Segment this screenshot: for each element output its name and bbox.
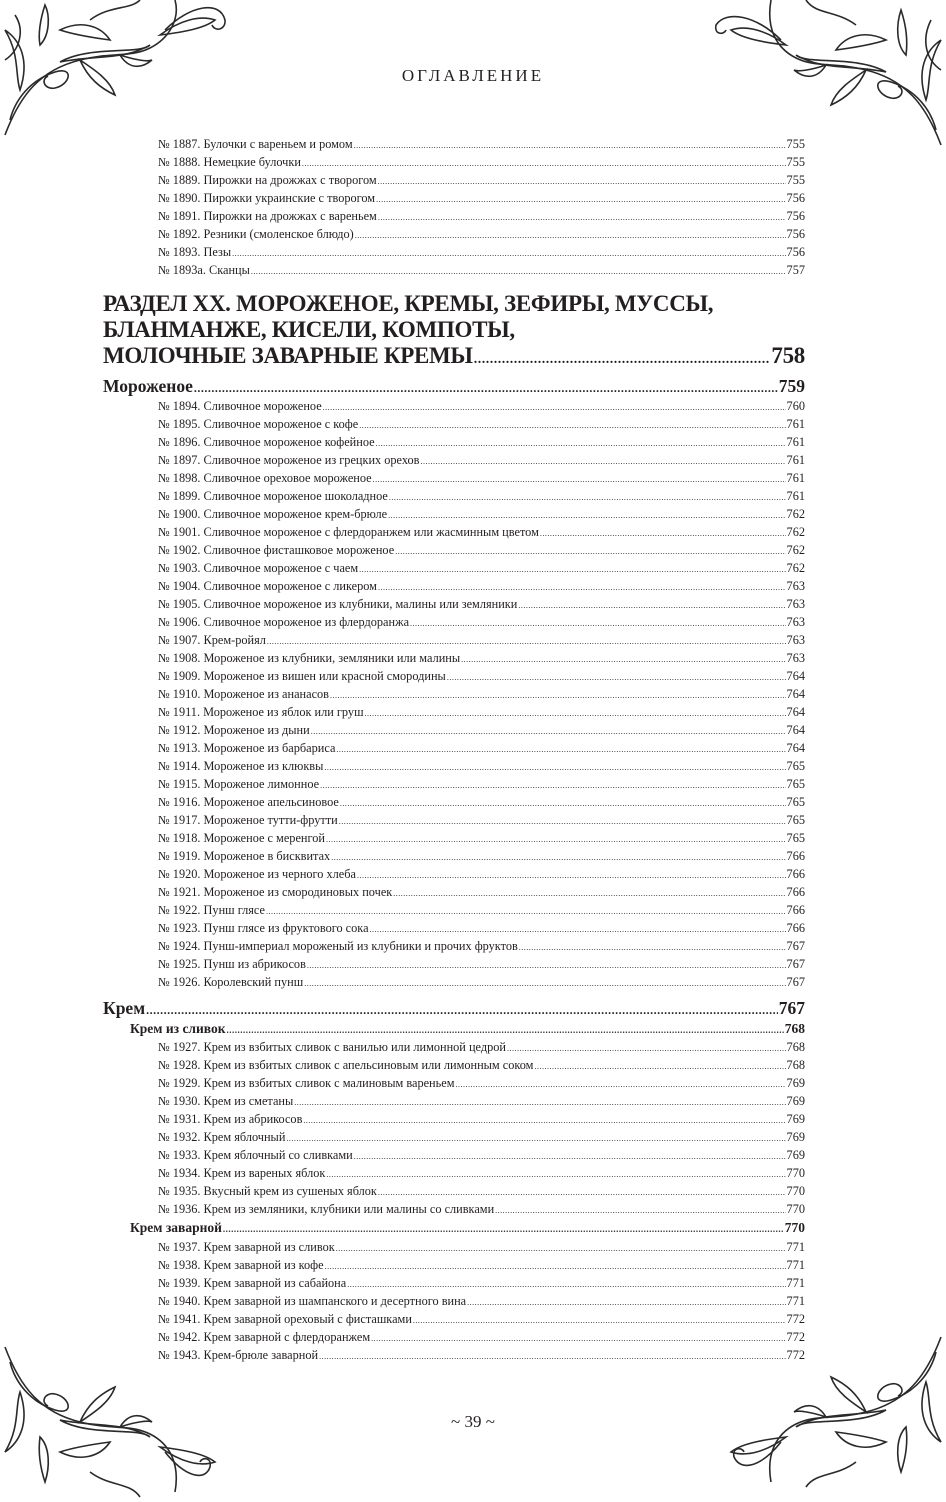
toc-entry[interactable] xyxy=(158,883,805,901)
toc-entry[interactable] xyxy=(158,135,805,153)
dot-leader xyxy=(347,1274,785,1294)
entry-title: № 1938. Крем заварной из кофе xyxy=(158,1258,324,1272)
entry-title: № 1935. Вкусный крем из сушеных яблок xyxy=(158,1184,377,1198)
entry-page: 765 xyxy=(786,759,805,773)
toc-entry[interactable] xyxy=(158,415,805,433)
toc-entry[interactable] xyxy=(158,1328,805,1346)
entry-title: № 1921. Мороженое из смородиновых почек xyxy=(158,885,393,899)
dot-leader xyxy=(194,375,778,399)
entry-title: № 1930. Крем из сметаны xyxy=(158,1094,294,1108)
dot-leader xyxy=(232,243,785,263)
entry-title: № 1903. Сливочное мороженое с чаем xyxy=(158,561,359,575)
part-heading-line: МОЛОЧНЫЕ ЗАВАРНЫЕ КРЕМЫ xyxy=(103,343,473,368)
dot-leader xyxy=(336,739,785,759)
entry-page: 767 xyxy=(786,975,805,989)
toc-entry[interactable] xyxy=(158,901,805,919)
entry-title: № 1892. Резники (смоленское блюдо) xyxy=(158,227,354,241)
toc-entry[interactable] xyxy=(158,613,805,631)
entry-page: 772 xyxy=(786,1330,805,1344)
running-head-title: ОГЛАВЛЕНИЕ xyxy=(401,66,545,85)
entry-page: 764 xyxy=(786,687,805,701)
dot-leader xyxy=(359,559,785,579)
dot-leader xyxy=(319,1346,785,1366)
dot-leader xyxy=(330,685,786,705)
dot-leader xyxy=(303,1110,785,1130)
entry-page: 763 xyxy=(786,597,805,611)
part-heading[interactable] xyxy=(103,343,805,373)
toc-entry[interactable] xyxy=(158,1310,805,1328)
toc-entry[interactable] xyxy=(158,775,805,793)
dot-leader xyxy=(286,1128,785,1148)
toc-entry[interactable] xyxy=(158,1346,805,1364)
entry-page: 771 xyxy=(786,1240,805,1254)
toc-entry[interactable] xyxy=(158,243,805,261)
entry-title: № 1937. Крем заварной из сливок xyxy=(158,1240,335,1254)
dot-leader xyxy=(388,505,785,525)
dot-leader xyxy=(357,865,786,885)
dot-leader xyxy=(455,1074,785,1094)
toc-entry[interactable] xyxy=(158,847,805,865)
entry-page: 767 xyxy=(786,957,805,971)
entry-title: № 1897. Сливочное мороженое из грецких орехов xyxy=(158,453,420,467)
part-heading-line[interactable]: РАЗДЕЛ XX. МОРОЖЕНОЕ, КРЕМЫ, ЗЕФИРЫ, МУССЫ, xyxy=(103,291,714,316)
entry-page: 764 xyxy=(786,741,805,755)
dot-leader xyxy=(304,973,785,993)
toc-entry[interactable] xyxy=(158,1146,805,1164)
toc-entry[interactable] xyxy=(158,523,805,541)
dot-leader xyxy=(519,937,786,957)
page-number: ~ 39 ~ xyxy=(451,1412,495,1431)
toc-entry[interactable] xyxy=(158,649,805,667)
entry-title: № 1890. Пирожки украинские с творогом xyxy=(158,191,376,205)
dot-leader xyxy=(311,721,786,741)
entry-page: 765 xyxy=(786,777,805,791)
entry-title: № 1929. Крем из взбитых сливок с малиновым вареньем xyxy=(158,1076,455,1090)
entry-page: 769 xyxy=(786,1112,805,1126)
entry-page: 765 xyxy=(786,795,805,809)
entry-title: № 1932. Крем яблочный xyxy=(158,1130,286,1144)
toc-entry[interactable] xyxy=(158,973,805,991)
entry-title: № 1928. Крем из взбитых сливок с апельсиновым или лимонным соком xyxy=(158,1058,534,1072)
entry-page: 765 xyxy=(786,831,805,845)
toc-entry[interactable] xyxy=(158,1274,805,1292)
subsection-heading[interactable] xyxy=(130,1218,805,1237)
dot-leader xyxy=(324,757,785,777)
entry-title: № 1893. Пезы xyxy=(158,245,232,259)
entry-title: № 1917. Мороженое тутти-фрутти xyxy=(158,813,338,827)
entry-title: № 1922. Пунш глясе xyxy=(158,903,265,917)
dot-leader xyxy=(326,829,786,849)
subsection-page: 768 xyxy=(784,1021,805,1036)
entry-title: № 1910. Мороженое из ананасов xyxy=(158,687,329,701)
entry-title: № 1894. Сливочное мороженое xyxy=(158,399,322,413)
dot-leader xyxy=(540,523,786,543)
toc-entry[interactable] xyxy=(158,505,805,523)
chapter-title: Мороженое xyxy=(103,376,193,396)
entry-page: 761 xyxy=(786,453,805,467)
dot-leader xyxy=(395,541,785,561)
dot-leader xyxy=(326,1164,785,1184)
toc-entry[interactable] xyxy=(158,793,805,811)
chapter-heading[interactable] xyxy=(103,997,805,1019)
toc-entry[interactable] xyxy=(158,829,805,847)
entry-title: № 1899. Сливочное мороженое шоколадное xyxy=(158,489,388,503)
dot-leader xyxy=(371,1328,785,1348)
entry-page: 761 xyxy=(786,435,805,449)
entry-title: № 1919. Мороженое в бисквитах xyxy=(158,849,331,863)
dot-leader xyxy=(302,153,786,173)
toc-entry[interactable] xyxy=(158,1238,805,1256)
entry-page: 762 xyxy=(786,525,805,539)
dot-leader xyxy=(495,1200,785,1220)
entry-page: 770 xyxy=(786,1184,805,1198)
entry-title: № 1916. Мороженое апельсиновое xyxy=(158,795,339,809)
dot-leader xyxy=(294,1092,785,1112)
toc-entry[interactable] xyxy=(158,721,805,739)
toc-entry[interactable] xyxy=(158,1110,805,1128)
toc-entry[interactable] xyxy=(158,631,805,649)
chapter-page: 767 xyxy=(778,998,805,1018)
entry-title: № 1908. Мороженое из клубники, земляники или малины xyxy=(158,651,461,665)
dot-leader xyxy=(266,901,786,921)
entry-title: № 1898. Сливочное ореховое мороженое xyxy=(158,471,372,485)
toc-entry[interactable] xyxy=(158,1200,805,1218)
toc-entry[interactable] xyxy=(158,1038,805,1056)
entry-title: № 1888. Немецкие булочки xyxy=(158,155,301,169)
dot-leader xyxy=(378,1182,786,1202)
entry-page: 766 xyxy=(786,867,805,881)
toc-entry[interactable] xyxy=(158,1074,805,1092)
entry-page: 765 xyxy=(786,813,805,827)
subsection-page: 770 xyxy=(784,1220,805,1235)
entry-title: № 1941. Крем заварной ореховый с фисташками xyxy=(158,1312,412,1326)
entry-title: № 1902. Сливочное фисташковое мороженое xyxy=(158,543,395,557)
entry-title: № 1933. Крем яблочный со сливками xyxy=(158,1148,353,1162)
entry-title: № 1920. Мороженое из черного хлеба xyxy=(158,867,356,881)
toc-entry[interactable] xyxy=(158,1128,805,1146)
entry-page: 768 xyxy=(786,1058,805,1072)
entry-title: № 1913. Мороженое из барбариса xyxy=(158,741,336,755)
toc-entry[interactable] xyxy=(158,189,805,207)
toc-entry[interactable] xyxy=(158,1292,805,1310)
dot-leader xyxy=(376,433,786,453)
toc-entry[interactable] xyxy=(158,1256,805,1274)
entry-title: № 1912. Мороженое из дыни xyxy=(158,723,310,737)
dot-leader xyxy=(340,793,786,813)
entry-page: 761 xyxy=(786,417,805,431)
toc-entry[interactable] xyxy=(158,1164,805,1182)
entry-page: 770 xyxy=(786,1202,805,1216)
dot-leader xyxy=(413,1310,786,1330)
dot-leader xyxy=(325,1256,786,1276)
entry-title: № 1893а. Сканцы xyxy=(158,263,250,277)
entry-page: 763 xyxy=(786,579,805,593)
dot-leader xyxy=(365,703,786,723)
dot-leader xyxy=(461,649,785,669)
entry-title: № 1909. Мороженое из вишен или красной смородины xyxy=(158,669,446,683)
chapter-heading[interactable] xyxy=(103,375,805,397)
toc-entry[interactable] xyxy=(158,739,805,757)
entry-page: 764 xyxy=(786,705,805,719)
entry-title: № 1943. Крем-брюле заварной xyxy=(158,1348,319,1362)
toc-entry[interactable] xyxy=(158,469,805,487)
dot-leader xyxy=(378,207,786,227)
entry-title: № 1927. Крем из взбитых сливок с ванилью или лимонной цедрой xyxy=(158,1040,506,1054)
entry-title: № 1911. Мороженое из яблок или груш xyxy=(158,705,364,719)
entry-title: № 1905. Сливочное мороженое из клубники, малины или земляники xyxy=(158,597,518,611)
entry-title: № 1924. Пунш-империал мороженый из клубники и прочих фруктов xyxy=(158,939,518,953)
entry-page: 763 xyxy=(786,651,805,665)
toc-entry[interactable] xyxy=(158,919,805,937)
entry-title: № 1889. Пирожки на дрожжах с творогом xyxy=(158,173,377,187)
dot-leader xyxy=(320,775,785,795)
toc-entry[interactable] xyxy=(158,667,805,685)
subsection-heading[interactable] xyxy=(130,1019,805,1038)
dot-leader xyxy=(410,613,786,633)
entry-title: № 1940. Крем заварной из шампанского и десертного вина xyxy=(158,1294,467,1308)
dot-leader xyxy=(267,631,786,651)
entry-title: № 1936. Крем из земляники, клубники или малины со сливками xyxy=(158,1202,495,1216)
entry-title: № 1891. Пирожки на дрожжах с вареньем xyxy=(158,209,377,223)
toc-entry[interactable] xyxy=(158,595,805,613)
dot-leader xyxy=(534,1056,785,1076)
entry-title: № 1918. Мороженое с меренгой xyxy=(158,831,325,845)
toc-entry[interactable] xyxy=(158,1092,805,1110)
entry-page: 769 xyxy=(786,1148,805,1162)
dot-leader xyxy=(323,397,786,417)
chapter-page: 759 xyxy=(778,376,805,396)
dot-leader xyxy=(421,451,786,471)
dot-leader xyxy=(507,1038,786,1058)
entry-page: 755 xyxy=(786,173,805,187)
toc-entry[interactable] xyxy=(158,433,805,451)
dot-leader xyxy=(376,189,785,209)
entry-title: № 1900. Сливочное мороженое крем-брюле xyxy=(158,507,388,521)
toc-entry[interactable] xyxy=(158,207,805,225)
dot-leader xyxy=(331,847,785,867)
entry-title: № 1887. Булочки с вареньем и ромом xyxy=(158,137,353,151)
dot-leader xyxy=(474,343,771,373)
toc-entry[interactable] xyxy=(158,225,805,243)
subsection-title: Крем из сливок xyxy=(130,1021,226,1036)
dot-leader xyxy=(389,487,786,507)
entry-page: 772 xyxy=(786,1348,805,1362)
entry-title: № 1914. Мороженое из клюквы xyxy=(158,759,324,773)
entry-page: 769 xyxy=(786,1094,805,1108)
entry-title: № 1904. Сливочное мороженое с ликером xyxy=(158,579,377,593)
dot-leader xyxy=(393,883,785,903)
entry-title: № 1895. Сливочное мороженое с кофе xyxy=(158,417,359,431)
entry-page: 763 xyxy=(786,633,805,647)
toc-entry[interactable] xyxy=(158,559,805,577)
entry-page: 771 xyxy=(786,1258,805,1272)
entry-title: № 1907. Крем-ройял xyxy=(158,633,266,647)
entry-page: 764 xyxy=(786,723,805,737)
dot-leader xyxy=(378,577,786,597)
dot-leader xyxy=(518,595,785,615)
dot-leader xyxy=(370,919,786,939)
entry-page: 755 xyxy=(786,137,805,151)
entry-title: № 1926. Королевский пунш xyxy=(158,975,304,989)
dot-leader xyxy=(251,261,786,281)
toc-entry[interactable] xyxy=(158,865,805,883)
toc-entry[interactable] xyxy=(158,757,805,775)
entry-page: 760 xyxy=(786,399,805,413)
dot-leader xyxy=(146,997,778,1021)
entry-title: № 1896. Сливочное мороженое кофейное xyxy=(158,435,375,449)
toc-entry[interactable] xyxy=(158,937,805,955)
entry-page: 756 xyxy=(786,227,805,241)
entry-page: 769 xyxy=(786,1130,805,1144)
entry-page: 762 xyxy=(786,543,805,557)
dot-leader xyxy=(378,171,786,191)
toc-entry[interactable] xyxy=(158,171,805,189)
dot-leader xyxy=(359,415,785,435)
chapter-title: Крем xyxy=(103,998,146,1018)
toc-entry[interactable] xyxy=(158,955,805,973)
entry-page: 766 xyxy=(786,885,805,899)
dot-leader xyxy=(307,955,786,975)
dot-leader xyxy=(355,225,786,245)
part-page: 758 xyxy=(771,343,805,368)
toc-entry[interactable] xyxy=(158,487,805,505)
entry-page: 756 xyxy=(786,245,805,259)
entry-page: 771 xyxy=(786,1294,805,1308)
entry-page: 761 xyxy=(786,471,805,485)
entry-page: 761 xyxy=(786,489,805,503)
entry-page: 762 xyxy=(786,561,805,575)
toc-entry[interactable] xyxy=(158,451,805,469)
toc-entry[interactable] xyxy=(158,703,805,721)
toc-entry[interactable] xyxy=(158,153,805,171)
entry-title: № 1934. Крем из вареных яблок xyxy=(158,1166,326,1180)
entry-page: 767 xyxy=(786,939,805,953)
entry-title: № 1923. Пунш глясе из фруктового сока xyxy=(158,921,369,935)
dot-leader xyxy=(354,1146,786,1166)
dot-leader xyxy=(373,469,786,489)
entry-page: 768 xyxy=(786,1040,805,1054)
toc-entry[interactable] xyxy=(158,577,805,595)
entry-title: № 1925. Пунш из абрикосов xyxy=(158,957,306,971)
toc-entry[interactable] xyxy=(158,541,805,559)
dot-leader xyxy=(467,1292,785,1312)
entry-page: 772 xyxy=(786,1312,805,1326)
subsection-title: Крем заварной xyxy=(130,1220,222,1235)
entry-title: № 1931. Крем из абрикосов xyxy=(158,1112,303,1126)
entry-page: 755 xyxy=(786,155,805,169)
toc-entry[interactable] xyxy=(158,261,805,279)
dot-leader xyxy=(339,811,786,831)
toc-entry[interactable] xyxy=(158,1182,805,1200)
entry-page: 769 xyxy=(786,1076,805,1090)
dot-leader xyxy=(227,1019,784,1040)
entry-page: 771 xyxy=(786,1276,805,1290)
entry-page: 757 xyxy=(786,263,805,277)
entry-title: № 1901. Сливочное мороженое с флердоранжем или жасминным цветом xyxy=(158,525,539,539)
entry-page: 756 xyxy=(786,209,805,223)
entry-page: 766 xyxy=(786,849,805,863)
dot-leader xyxy=(447,667,786,687)
dot-leader xyxy=(354,135,786,155)
dot-leader xyxy=(223,1218,784,1239)
entry-page: 766 xyxy=(786,921,805,935)
entry-page: 756 xyxy=(786,191,805,205)
entry-title: № 1939. Крем заварной из сабайона xyxy=(158,1276,347,1290)
entry-page: 762 xyxy=(786,507,805,521)
toc-entry[interactable] xyxy=(158,685,805,703)
entry-page: 770 xyxy=(786,1166,805,1180)
part-heading-line[interactable]: БЛАНМАНЖЕ, КИСЕЛИ, КОМПОТЫ, xyxy=(103,317,515,342)
entry-page: 764 xyxy=(786,669,805,683)
dot-leader xyxy=(336,1238,786,1258)
entry-page: 766 xyxy=(786,903,805,917)
toc-entry[interactable] xyxy=(158,1056,805,1074)
toc-entry[interactable] xyxy=(158,811,805,829)
entry-title: № 1942. Крем заварной с флердоранжем xyxy=(158,1330,371,1344)
entry-title: № 1906. Сливочное мороженое из флердоранжа xyxy=(158,615,410,629)
toc-entry[interactable] xyxy=(158,397,805,415)
entry-page: 763 xyxy=(786,615,805,629)
entry-title: № 1915. Мороженое лимонное xyxy=(158,777,320,791)
